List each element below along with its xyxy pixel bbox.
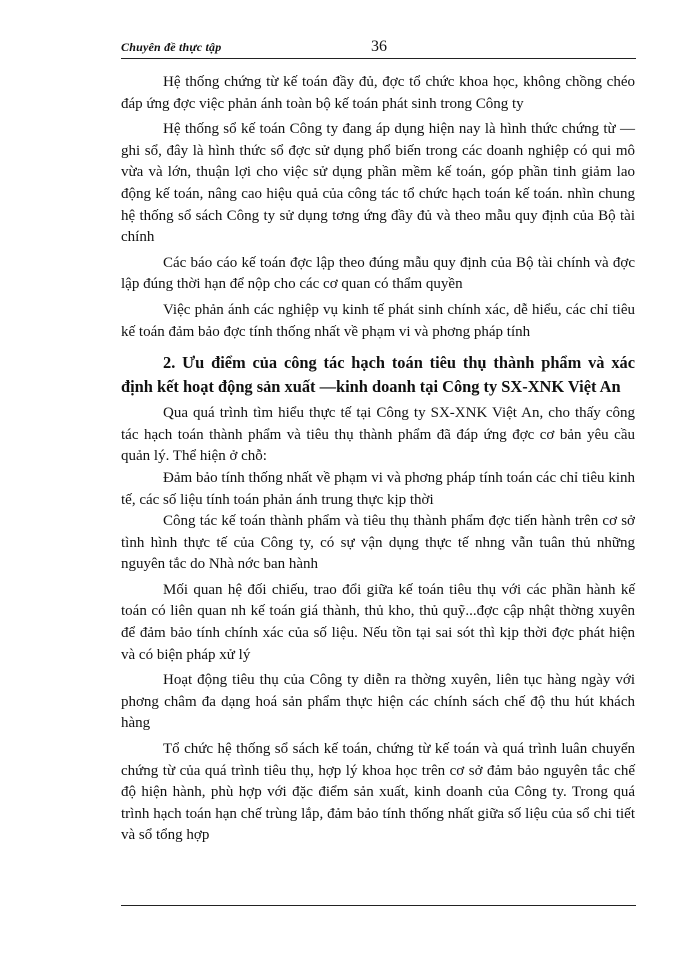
footer-divider <box>121 905 636 906</box>
paragraph: Hệ thống chứng từ kế toán đầy đủ, đợc tổ chức khoa học, không chồng chéo đáp ứng đợc việc phản ánh toàn bộ kế toán phát sinh trong Công ty <box>121 74 635 112</box>
paragraph: Công tác kế toán thành phẩm và tiêu thụ thành phẩm đợc tiến hành trên cơ sở tình hình thực tế của Công ty, có sự vận dụng thực tế nhng vẫn tuân thủ những nguyên tắc do Nhà nớc ban hành <box>121 513 635 573</box>
header-title: Chuyên đề thực tập <box>121 40 222 54</box>
page-number: 36 <box>371 38 387 55</box>
paragraph: Tổ chức hệ thống sổ sách kế toán, chứng từ kế toán và quá trình luân chuyển chứng từ của quá trình tiêu thụ, hợp lý khoa học trên cơ sở đảm bảo nguyên tắc chế độ hiện hành, phù hợp với đặc điểm sản xuất, kinh doanh của Công ty. Trong quá trình hạch toán hạn chế trùng lắp, đảm bảo tính thống nhất giữa số liệu của sổ chi tiết và sổ tổng hợp <box>121 741 635 844</box>
document-body <box>121 72 635 847</box>
paragraph: Đảm bảo tính thống nhất về phạm vi và phơng pháp tính toán các chỉ tiêu kinh tế, các số liệu tính toán phản ánh trung thực kịp thời <box>121 469 635 508</box>
paragraph: Hoạt động tiêu thụ của Công ty diễn ra thờng xuyên, liên tục hàng ngày với phơng châm đa dạng hoá sản phẩm thực hiện các chính sách chế độ thu hút khách hàng <box>121 672 635 732</box>
paragraph: Các báo cáo kế toán đợc lập theo đúng mẫu quy định của Bộ tài chính và đợc lập đúng thời hạn để nộp cho các cơ quan có thẩm quyền <box>121 254 635 293</box>
paragraph: Hệ thống sổ kế toán Công ty đang áp dụng hiện nay là hình thức chứng từ — ghi sổ, đây là hình thức sổ đợc sử dụng phổ biến trong các doanh nghiệp có qui mô vừa và lớn, thuận lợi cho việc sử dụng phần mềm kế toán, góp phần tinh giảm lao động kế toán, nâng cao hiệu quả của công tác tổ chức hạch toán kế toán. nhìn chung hệ thống sổ sách Công ty sử dụng tơng ứng đầy đủ và theo mẫu quy định của Bộ tài chính <box>121 121 635 246</box>
page-header <box>121 36 636 59</box>
paragraph: Việc phản ánh các nghiệp vụ kinh tế phát sinh chính xác, dễ hiểu, các chỉ tiêu kế toán đảm bảo đợc tính thống nhất về phạm vi và phơng pháp tính <box>121 301 635 340</box>
paragraph: Mối quan hệ đối chiếu, trao đổi giữa kế toán tiêu thụ với các phần hành kế toán có liên quan nh kế toán giá thành, thủ kho, thủ quỹ...đợc cập nhật thờng xuyên để đảm bảo tính chính xác của số liệu. Nếu tồn tại sai sót thì kịp thời đợc phát hiện và có biện pháp xử lý <box>121 581 635 663</box>
section-heading: 2. Ưu điểm của công tác hạch toán tiêu thụ thành phẩm và xác định kết hoạt động sản xuất —kinh doanh tại Công ty SX-XNK Việt An <box>121 353 635 397</box>
paragraph: Qua quá trình tìm hiểu thực tế tại Công ty SX-XNK Việt An, cho thấy công tác hạch toán thành phẩm và tiêu thụ thành phẩm đã đáp ứng đợc cơ bản yêu cầu quản lý. Thể hiện ở chỗ: <box>121 405 635 465</box>
